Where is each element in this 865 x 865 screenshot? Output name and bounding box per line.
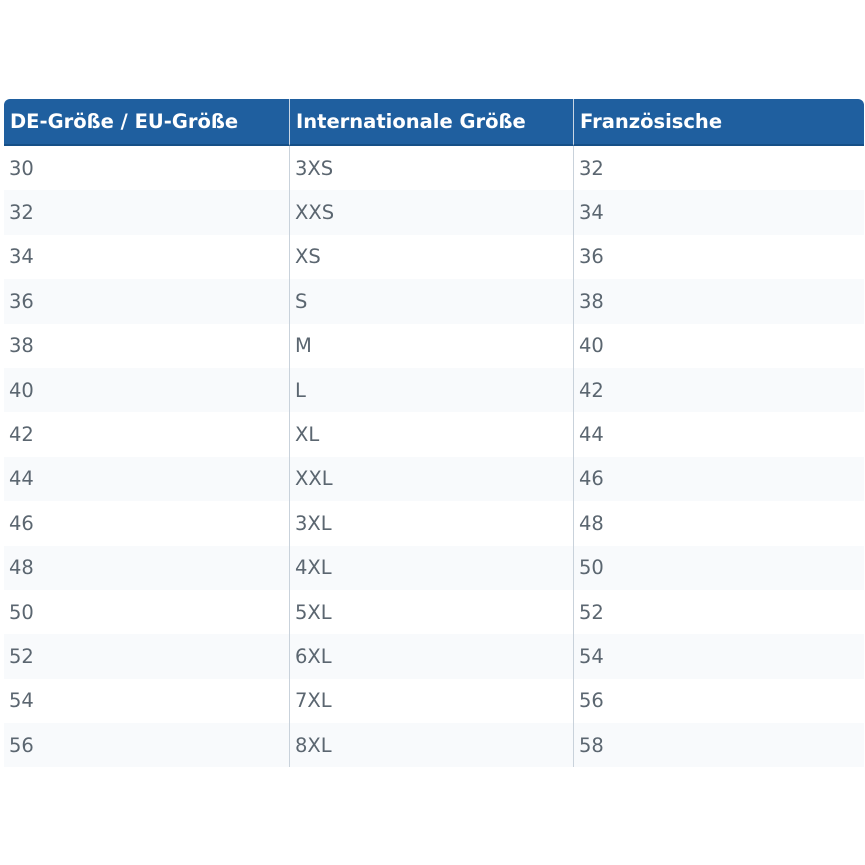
french-size-cell: 56 bbox=[573, 679, 864, 723]
de-eu-size-cell: 34 bbox=[4, 235, 289, 279]
french-size-cell: 40 bbox=[573, 324, 864, 368]
table-row bbox=[4, 368, 864, 412]
de-eu-size-cell: 36 bbox=[4, 279, 289, 323]
international-size-cell: XXL bbox=[289, 457, 573, 501]
de-eu-size-cell: 38 bbox=[4, 324, 289, 368]
international-size-cell: S bbox=[289, 279, 573, 323]
header-french-size: Französische bbox=[573, 99, 864, 146]
table-row bbox=[4, 501, 864, 545]
french-size-cell: 48 bbox=[573, 501, 864, 545]
international-size-cell: L bbox=[289, 368, 573, 412]
french-size-cell: 34 bbox=[573, 190, 864, 234]
international-size-cell: 5XL bbox=[289, 590, 573, 634]
table-row bbox=[4, 590, 864, 634]
table-row bbox=[4, 634, 864, 678]
french-size-cell: 42 bbox=[573, 368, 864, 412]
de-eu-size-cell: 40 bbox=[4, 368, 289, 412]
international-size-cell: 3XL bbox=[289, 501, 573, 545]
international-size-cell: 8XL bbox=[289, 723, 573, 767]
french-size-cell: 32 bbox=[573, 146, 864, 190]
international-size-cell: XS bbox=[289, 235, 573, 279]
french-size-cell: 36 bbox=[573, 235, 864, 279]
french-size-cell: 50 bbox=[573, 546, 864, 590]
french-size-cell: 44 bbox=[573, 412, 864, 456]
de-eu-size-cell: 48 bbox=[4, 546, 289, 590]
international-size-cell: 4XL bbox=[289, 546, 573, 590]
table-row bbox=[4, 146, 864, 190]
international-size-cell: 7XL bbox=[289, 679, 573, 723]
table-row bbox=[4, 457, 864, 501]
de-eu-size-cell: 52 bbox=[4, 634, 289, 678]
international-size-cell: XXS bbox=[289, 190, 573, 234]
de-eu-size-cell: 44 bbox=[4, 457, 289, 501]
de-eu-size-cell: 42 bbox=[4, 412, 289, 456]
header-de-eu-size: DE-Größe / EU-Größe bbox=[4, 99, 289, 146]
table-row bbox=[4, 279, 864, 323]
de-eu-size-cell: 30 bbox=[4, 146, 289, 190]
french-size-cell: 46 bbox=[573, 457, 864, 501]
international-size-cell: M bbox=[289, 324, 573, 368]
table-body bbox=[4, 146, 864, 767]
table-row bbox=[4, 324, 864, 368]
de-eu-size-cell: 46 bbox=[4, 501, 289, 545]
de-eu-size-cell: 50 bbox=[4, 590, 289, 634]
table-row bbox=[4, 723, 864, 767]
table-header bbox=[4, 99, 864, 146]
de-eu-size-cell: 56 bbox=[4, 723, 289, 767]
table-row bbox=[4, 190, 864, 234]
international-size-cell: 6XL bbox=[289, 634, 573, 678]
header-international-size: Internationale Größe bbox=[289, 99, 573, 146]
de-eu-size-cell: 32 bbox=[4, 190, 289, 234]
french-size-cell: 52 bbox=[573, 590, 864, 634]
de-eu-size-cell: 54 bbox=[4, 679, 289, 723]
international-size-cell: 3XS bbox=[289, 146, 573, 190]
french-size-cell: 38 bbox=[573, 279, 864, 323]
french-size-cell: 54 bbox=[573, 634, 864, 678]
table-row bbox=[4, 546, 864, 590]
french-size-cell: 58 bbox=[573, 723, 864, 767]
table-row bbox=[4, 412, 864, 456]
header-row bbox=[4, 99, 864, 146]
international-size-cell: XL bbox=[289, 412, 573, 456]
table-row bbox=[4, 235, 864, 279]
size-conversion-table bbox=[4, 99, 864, 767]
table-row bbox=[4, 679, 864, 723]
